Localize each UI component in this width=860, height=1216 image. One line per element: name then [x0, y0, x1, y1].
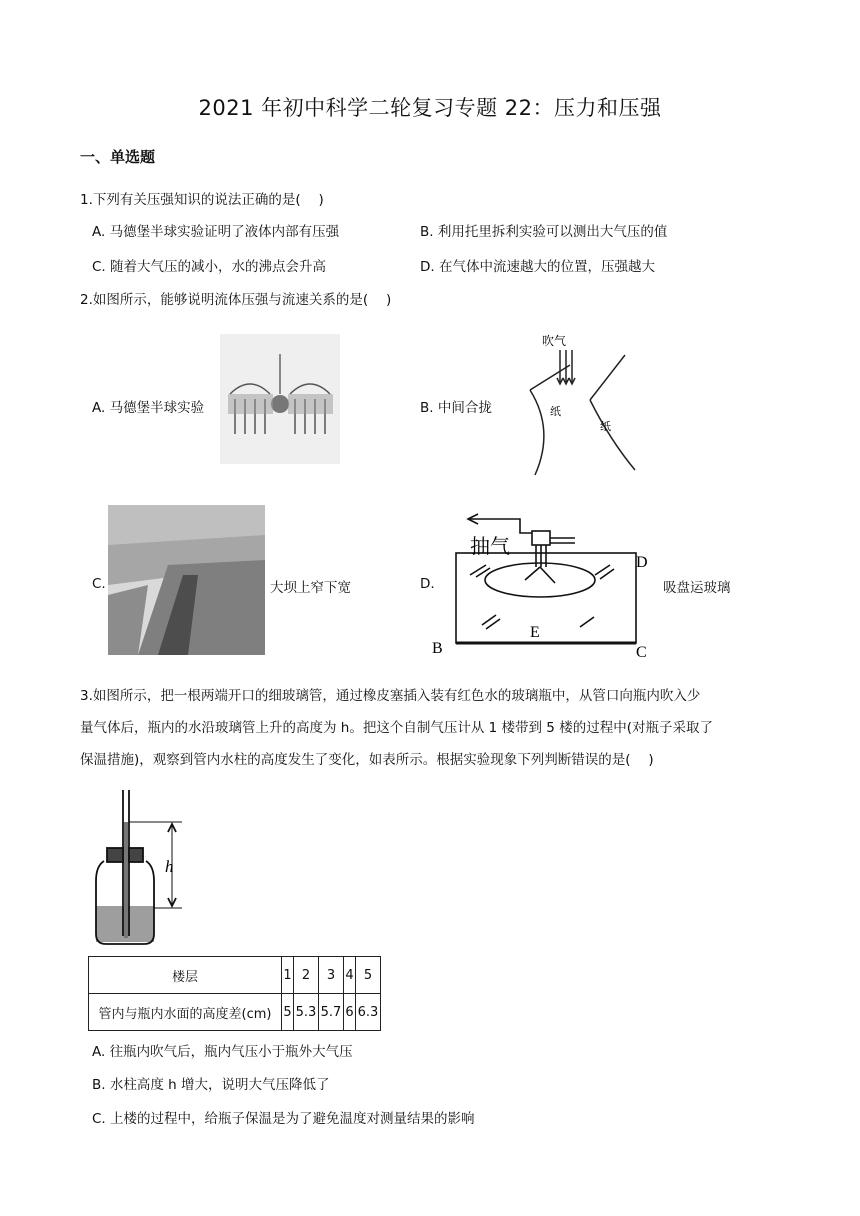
pump-label: 抽气 — [470, 536, 510, 558]
paper-label-2: 纸 — [600, 420, 611, 433]
question-2-option-d-prefix: D. — [420, 576, 435, 592]
table-cell: 管内与瓶内水面的高度差(cm) — [89, 994, 282, 1031]
question-2-option-c-text: 大坝上窄下宽 — [270, 580, 351, 596]
point-label-e: E — [530, 624, 540, 641]
question-2-option-c-prefix: C. — [92, 576, 106, 592]
table-header-cell: 4 — [344, 957, 356, 994]
question-3-line-1: 3.如图所示，把一根两端开口的细玻璃管，通过橡皮塞插入装有红色水的玻璃瓶中，从管口向瓶内吹入少 — [80, 688, 701, 704]
question-1-option-a: A. 马德堡半球实验证明了液体内部有压强 — [92, 224, 340, 240]
dam-photo — [108, 505, 265, 655]
paper-label-1: 纸 — [550, 405, 561, 418]
question-3-option-a: A. 往瓶内吹气后，瓶内气压小于瓶外大气压 — [92, 1044, 353, 1060]
question-1-option-c: C. 随着大气压的减小，水的沸点会升高 — [92, 259, 327, 275]
question-2-option-d-text: 吸盘运玻璃 — [663, 580, 731, 596]
table-row — [89, 994, 381, 1031]
question-1-option-d: D. 在气体中流速越大的位置，压强越大 — [420, 259, 655, 275]
corner-label-b: B — [432, 640, 443, 657]
table-header-cell: 楼层 — [89, 957, 282, 994]
question-2-option-a: A. 马德堡半球实验 — [92, 400, 205, 416]
table-header-cell: 5 — [356, 957, 381, 994]
question-1-option-b: B. 利用托里拆利实验可以测出大气压的值 — [420, 224, 668, 240]
question-3-option-c: C. 上楼的过程中，给瓶子保温是为了避免温度对测量结果的影响 — [92, 1111, 475, 1127]
height-label-h: h — [165, 857, 174, 876]
magdeburg-hemispheres-image — [220, 334, 340, 464]
blow-label: 吹气 — [542, 334, 567, 348]
table-header-cell: 2 — [294, 957, 319, 994]
table-cell: 6.3 — [356, 994, 381, 1031]
table-header-cell: 3 — [319, 957, 344, 994]
table-cell: 6 — [344, 994, 356, 1031]
question-3-line-2: 量气体后，瓶内的水沿玻璃管上升的高度为 h。把这个自制气压计从 1 楼带到 5 楼的过程中(对瓶子采取了 — [80, 720, 713, 736]
table-header-cell: 1 — [282, 957, 294, 994]
page-title: 2021 年初中科学二轮复习专题 22：压力和压强 — [198, 96, 662, 120]
question-3-option-b: B. 水柱高度 h 增大，说明大气压降低了 — [92, 1077, 330, 1093]
section-heading: 一、单选题 — [80, 148, 156, 166]
height-difference-table — [88, 956, 381, 1031]
suction-cup-glass-diagram — [430, 505, 655, 665]
table-cell: 5.7 — [319, 994, 344, 1031]
table-cell: 5 — [282, 994, 294, 1031]
table-row — [89, 957, 381, 994]
question-2-option-b: B. 中间合拢 — [420, 400, 492, 416]
corner-label-d: D — [636, 554, 648, 571]
question-2-stem: 2.如图所示，能够说明流体压强与流速关系的是( ) — [80, 292, 392, 308]
table-cell: 5.3 — [294, 994, 319, 1031]
corner-label-c: C — [636, 644, 647, 661]
question-1-stem: 1.下列有关压强知识的说法正确的是( ) — [80, 192, 324, 208]
question-3-line-3: 保温措施)，观察到管内水柱的高度发生了变化，如表所示。根据实验现象下列判断错误的是( ) — [80, 752, 654, 768]
barometer-bottle-diagram — [90, 786, 200, 946]
blow-between-paper-diagram — [510, 330, 645, 480]
